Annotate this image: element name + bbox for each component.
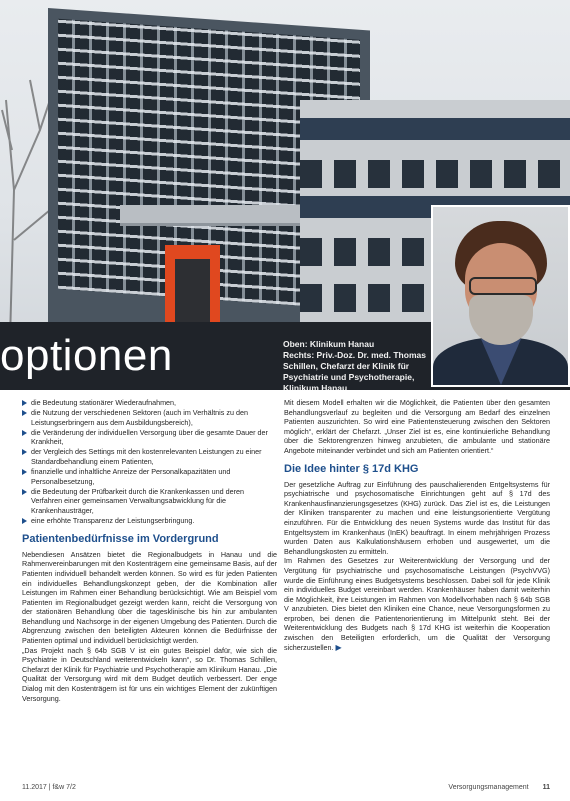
portrait-photo	[431, 205, 570, 387]
paragraph-text: Im Rahmen des Gesetzes zur Weiterentwicklung der Versorgung und der Vergütung für psychiatrische und psychosomatische Leistungen (PsychVVG) wurde die Einführung eines Budgetsystems beschlossen. Dabei soll für jede Klinik ein individuelles Budget vereinbart werden. Krankenhäuser haben damit weiterhin die Möglichkeit, ihre Leistungen im Rahmen von Modellvorhaben nach § 64b SGB V anzubieten. Dies bietet den Kliniken eine Chance, neue Versorgungsformen zu erproben, bei denen die Patientenorientierung im Mittelpunkt steht. Bei der Weiterentwicklung des Budgets nach § 17d KHG ist weiterhin die Kooperation zwischen den Beteiligten erforderlich, um die Qualität der Versorgung sicherzustellen.	[284, 556, 550, 652]
entrance-portal	[165, 245, 220, 325]
photo-caption	[283, 339, 433, 390]
bullet-list	[22, 398, 277, 526]
section-heading: Die Idee hinter § 17d KHG	[284, 462, 419, 475]
article-end-icon: ▶	[335, 642, 342, 652]
caption-line: Oben: Klinikum Hanau	[283, 339, 375, 349]
list-item: die Veränderung der individuellen Versorgung über die gesamte Dauer der Krankheit,	[22, 428, 277, 447]
list-item: die Bedeutung stationärer Wiederaufnahmen,	[22, 398, 277, 408]
body-paragraph: Nebendiesen Ansätzen bietet die Regionalbudgets in Hanau und die Rahmenvereinbarungen mit den Kostenträgern eine gemeinsame Basis, auf der Patienten individuell behandelt werden können. So wird es für jeden Patienten ein individuelles Behandlungskonzept geben, der die Kombination aller Leistungen im Rahmen einer Behandlung berücksichtigt. Wie am Beispiel vom Patienten im Regionalbudget gezeigt werden kann, reicht die Versorgung von der stationären Behandlung über die tagesklinische bis hin zur ambulanten Behandlung und Nachsorge in der eigenen Umgebung des Patienten. Durch die Abgrenzung zwischen den beteiligten Akteuren können die Bedürfnisse der Patienten optimal und individuell berücksichtigt werden.	[22, 549, 277, 646]
list-item: der Vergleich des Settings mit den kostenrelevanten Leistungen zu einer Standardbehandlung einem Patienten,	[22, 447, 277, 466]
caption-line: Rechts: Priv.-Doz. Dr. med. Thomas	[283, 350, 426, 360]
body-paragraph	[284, 556, 550, 652]
left-column	[22, 398, 277, 703]
issue-label: 11.2017 | f&w 7/2	[22, 783, 76, 791]
right-column	[284, 398, 550, 652]
hero-photo	[0, 0, 570, 390]
list-item: die Bedeutung der Prüfbarkeit durch die Krankenkassen und deren Verfahren einer gemeinsamen Verwaltungsabwicklung für die Krankenhausträger,	[22, 487, 277, 516]
caption-line: Klinikum Hanau	[283, 383, 348, 390]
page-number: 11	[542, 783, 550, 791]
list-item: finanzielle und inhaltliche Anreize der Personalkapazitäten und Personalbesetzung,	[22, 467, 277, 486]
page-footer	[22, 781, 550, 793]
entrance-canopy	[120, 205, 300, 226]
body-paragraph: Mit diesem Modell erhalten wir die Möglichkeit, die Patienten über den gesamten Behandlungsverlauf zu begleiten und die Versorgung am Bedarf des einzelnen Patienten auszurichten. So wird eine Patientensteuerung zwischen den Sektoren möglich“, erklärt der Chefarzt. „Unser Ziel ist es, eine kontinuierliche Behandlung über die Sektorengrenzen hinweg anzubieten, die ambulante und stationäre Angebote miteinander verbindet und sich am Patienten orientiert.“	[284, 398, 550, 455]
body-paragraph: Der gesetzliche Auftrag zur Einführung des pauschalierenden Entgeltsystems für psychiatrische und psychosomatische Einrichtungen geht auf § 17d des Krankenhausfinanzierungsgesetzes (KHG) zurück. Das Ziel ist es, die Leistungen der Kliniken transparenter zu machen und eine leistungsorientierte Vergütung einzuführen. Für die Entwicklung des neuen Systems wurde das Institut für das Entgeltsystem im Krankenhaus (InEK) beauftragt. In einem mehrjährigen Prozess wurden Daten aus Kalkulationshäusern erhoben und ausgewertet, um die Behandlungskosten zu ermitteln.	[284, 479, 550, 556]
caption-line: Psychiatrie und Psychotherapie,	[283, 372, 415, 382]
page-title: optionen	[0, 331, 173, 380]
caption-line: Schillen, Chefarzt der Klinik für	[283, 361, 410, 371]
list-item: die Nutzung der verschiedenen Sektoren (auch im Verhältnis zu den Leistungserbringern aus dem Ausbildungsbereich),	[22, 408, 277, 427]
section-label: Versorgungsmanagement	[448, 783, 529, 791]
list-item: eine erhöhte Transparenz der Leistungserbringung.	[22, 516, 277, 526]
body-paragraph: „Das Projekt nach § 64b SGB V ist ein gutes Beispiel dafür, wie sich die Psychiatrie in Deutschland weiterentwickeln kann“, so Dr. Thomas Schillen, Chefarzt der Klinik für Psychiatrie und Psychotherapie am Klinikum Hanau. „Die Qualität der Versorgung wird mit dem Budget deutlich verbessert. Der enge Dialog mit den Kostenträgern ist für uns ein wichtiges Element der zukünftigen Versorgung.	[22, 645, 277, 703]
section-heading: Patientenbedürfnisse im Vordergrund	[22, 532, 219, 545]
